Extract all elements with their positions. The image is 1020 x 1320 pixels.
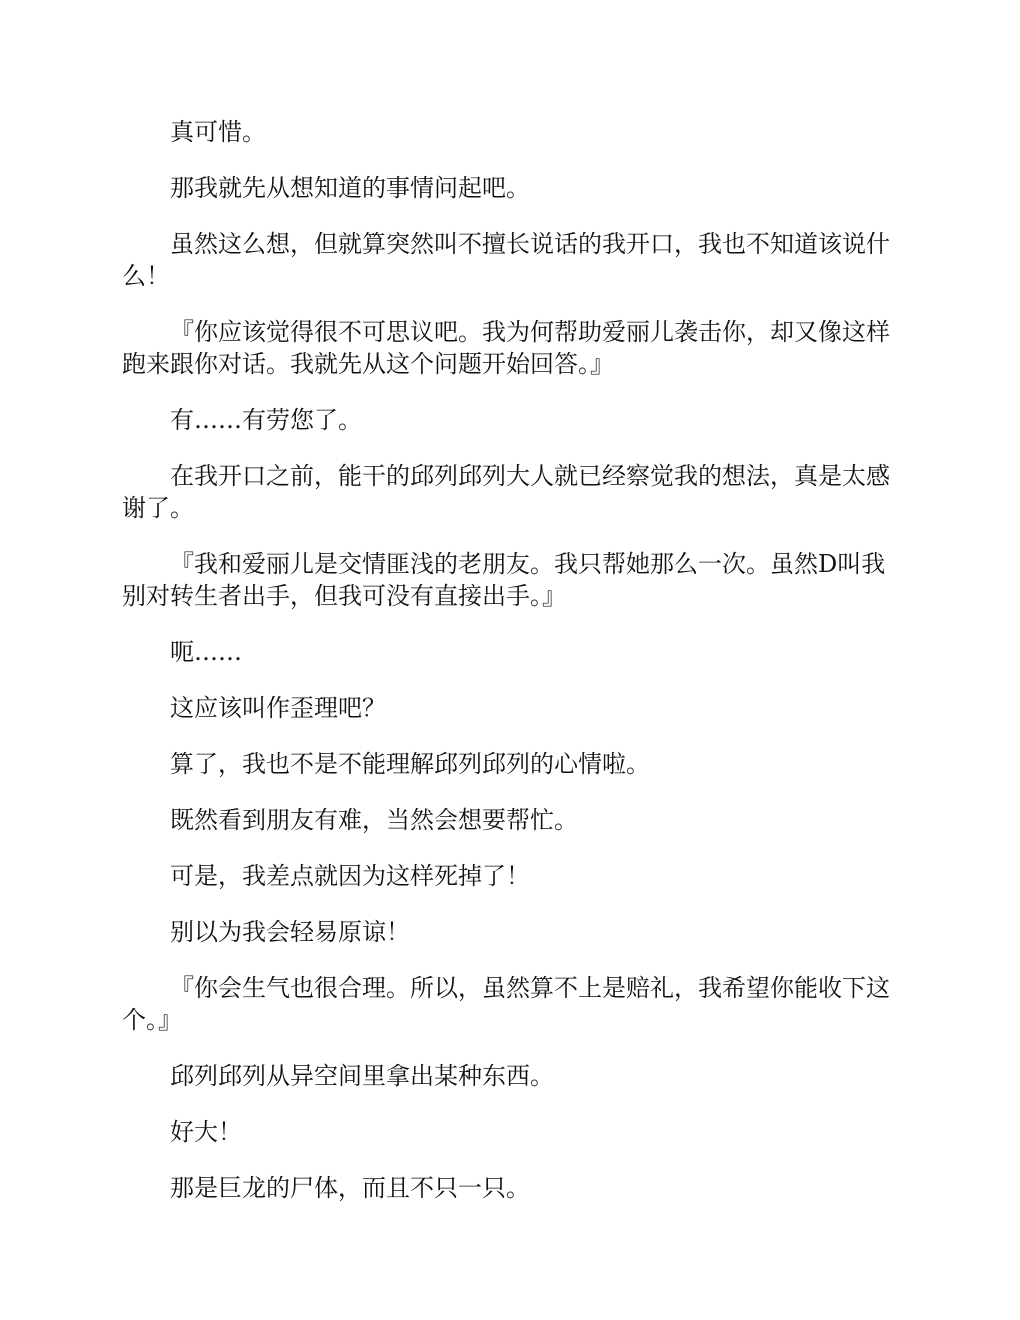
- paragraph-8: 呃……: [170, 638, 242, 666]
- paragraph-12: 可是，我差点就因为这样死掉了！: [170, 862, 530, 890]
- paragraph-4: 『你应该觉得很不可思议吧。我为何帮助爱丽儿袭击你，却又像这样跑来跟你对话。我就先从这个问题开始回答。』: [122, 318, 890, 378]
- paragraph-6: 在我开口之前，能干的邱列邱列大人就已经察觉我的想法，真是太感谢了。: [122, 462, 890, 522]
- paragraph-5: 有……有劳您了。: [170, 406, 362, 434]
- paragraph-2: 那我就先从想知道的事情问起吧。: [170, 174, 530, 202]
- paragraph-10: 算了，我也不是不能理解邱列邱列的心情啦。: [170, 750, 650, 778]
- paragraph-9: 这应该叫作歪理吧？: [170, 694, 386, 722]
- paragraph-7: 『我和爱丽儿是交情匪浅的老朋友。我只帮她那么一次。虽然D叫我别对转生者出手，但我可没有直接出手。』: [122, 550, 886, 610]
- document-page: [122, 116, 900, 1228]
- paragraph-13: 别以为我会轻易原谅！: [170, 918, 410, 946]
- paragraph-16: 好大！: [170, 1118, 242, 1146]
- paragraph-3: 虽然这么想，但就算突然叫不擅长说话的我开口，我也不知道该说什么！: [122, 230, 890, 290]
- paragraph-15: 邱列邱列从异空间里拿出某种东西。: [170, 1062, 554, 1090]
- paragraph-17: 那是巨龙的尸体，而且不只一只。: [170, 1174, 530, 1202]
- paragraph-1: 真可惜。: [170, 118, 266, 146]
- paragraph-11: 既然看到朋友有难，当然会想要帮忙。: [170, 806, 578, 834]
- paragraph-14: 『你会生气也很合理。所以，虽然算不上是赔礼，我希望你能收下这个。』: [122, 974, 890, 1034]
